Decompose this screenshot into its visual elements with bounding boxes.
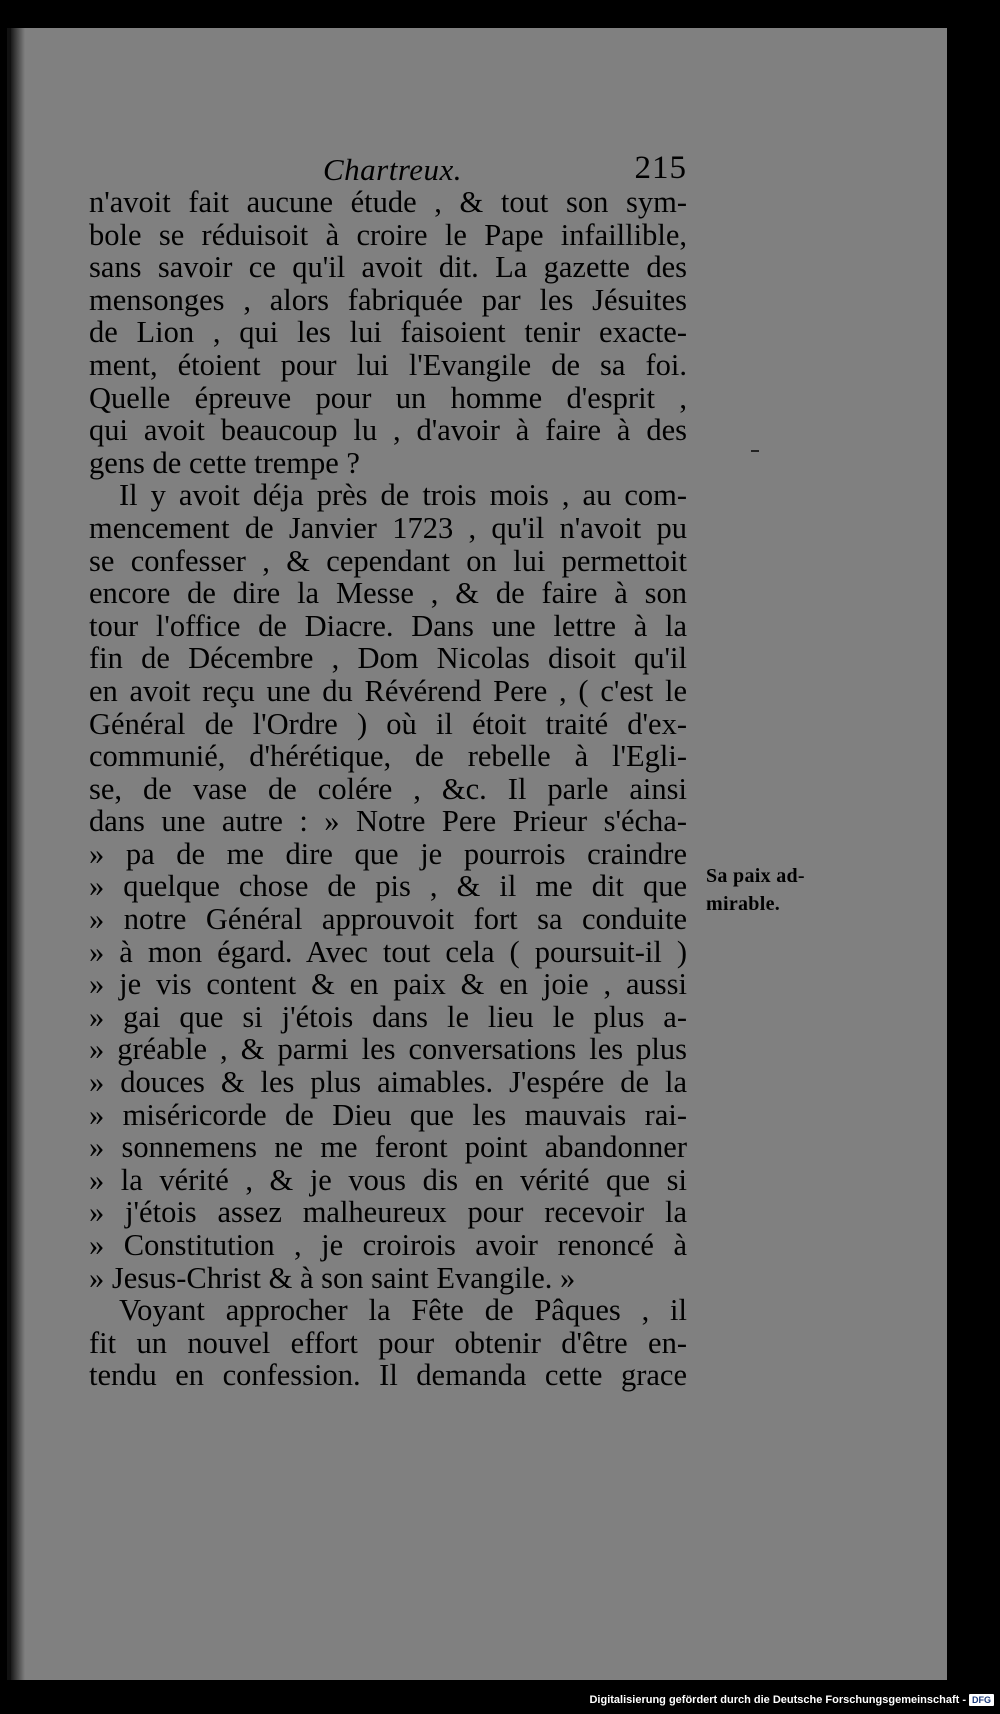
text-line: bole se réduisoit à croire le Pape infaillible, <box>89 217 687 252</box>
text-line: » sonnemens ne me feront point abandonner <box>89 1130 687 1165</box>
text-line: ment, étoient pour lui l'Evangile de sa foi. <box>89 347 687 382</box>
text-line: en avoit reçu une du Révérend Pere , ( c'est le <box>89 673 687 708</box>
text-line: fin de Décembre , Dom Nicolas disoit qu'il <box>89 641 687 676</box>
text-line: Général de l'Ordre ) où il étoit traité d'ex- <box>89 706 687 741</box>
text-line: sans savoir ce qu'il avoit dit. La gazette des <box>89 250 687 285</box>
text-line: Voyant approcher la Fête de Pâques , il <box>119 1293 687 1328</box>
digitization-credit <box>589 1694 994 1706</box>
text-line: mensonges , alors fabriquée par les Jésuites <box>89 282 687 317</box>
body-text <box>89 186 687 1392</box>
text-line: » à mon égard. Avec tout cela ( poursuit-il ) <box>89 934 687 969</box>
margin-note <box>706 862 805 918</box>
page-number: 215 <box>634 150 687 186</box>
text-line: » miséricorde de Dieu que les mauvais rai- <box>89 1097 687 1132</box>
text-line: n'avoit fait aucune étude , & tout son sym- <box>89 185 687 219</box>
text-line: » pa de me dire que je pourrois craindre <box>89 836 687 871</box>
text-line: Il y avoit déja près de trois mois , au com- <box>119 478 687 513</box>
running-title: Chartreux. <box>323 152 463 187</box>
text-line: dans une autre : » Notre Pere Prieur s'écha- <box>89 804 687 839</box>
text-line: » la vérité , & je vous dis en vérité que si <box>89 1162 687 1197</box>
text-line: de Lion , qui les lui faisoient tenir exacte- <box>89 315 687 350</box>
text-line: communié, d'hérétique, de rebelle à l'Egli- <box>89 739 687 774</box>
text-line: » Constitution , je croirois avoir renoncé à <box>89 1228 687 1262</box>
text-line: » quelque chose de pis , & il me dit que <box>89 869 687 904</box>
margin-mark <box>751 450 759 452</box>
text-line: » gréable , & parmi les conversations les plus <box>89 1032 687 1067</box>
text-line: » douces & les plus aimables. J'espére de la <box>89 1065 687 1100</box>
text-line: encore de dire la Messe , & de faire à son <box>89 576 687 611</box>
text-line: tendu en confession. Il demanda cette grace <box>89 1358 687 1393</box>
text-line: » gai que si j'étois dans le lieu le plus a- <box>89 999 687 1034</box>
book-page <box>7 28 947 1680</box>
dfg-logo-icon: DFG <box>969 1694 994 1706</box>
text-line: gens de cette trempe ? <box>89 445 360 480</box>
page-edge-shadow <box>11 28 25 1680</box>
text-line: fit un nouvel effort pour obtenir d'être en- <box>89 1325 687 1360</box>
text-line: » Jesus-Christ & à son saint Evangile. » <box>89 1260 576 1295</box>
credit-text: Digitalisierung gefördert durch die Deutsche Forschungsgemeinschaft - <box>589 1694 966 1706</box>
margin-note-line: Sa paix ad- <box>706 865 805 887</box>
text-line: mencement de Janvier 1723 , qu'il n'avoit pu <box>89 510 687 545</box>
text-line: » j'étois assez malheureux pour recevoir la <box>89 1195 687 1230</box>
margin-note-line: mirable. <box>706 893 781 915</box>
text-line: se, de vase de colére , &c. Il parle ainsi <box>89 771 687 806</box>
text-line: » notre Général approuvoit fort sa conduite <box>89 902 687 937</box>
text-line: Quelle épreuve pour un homme d'esprit , <box>89 380 687 415</box>
text-line: » je vis content & en paix & en joie , aussi <box>89 967 687 1002</box>
text-line: tour l'office de Diacre. Dans une lettre à la <box>89 608 687 643</box>
text-line: qui avoit beaucoup lu , d'avoir à faire à des <box>89 413 687 448</box>
text-line: se confesser , & cependant on lui permettoit <box>89 543 687 578</box>
